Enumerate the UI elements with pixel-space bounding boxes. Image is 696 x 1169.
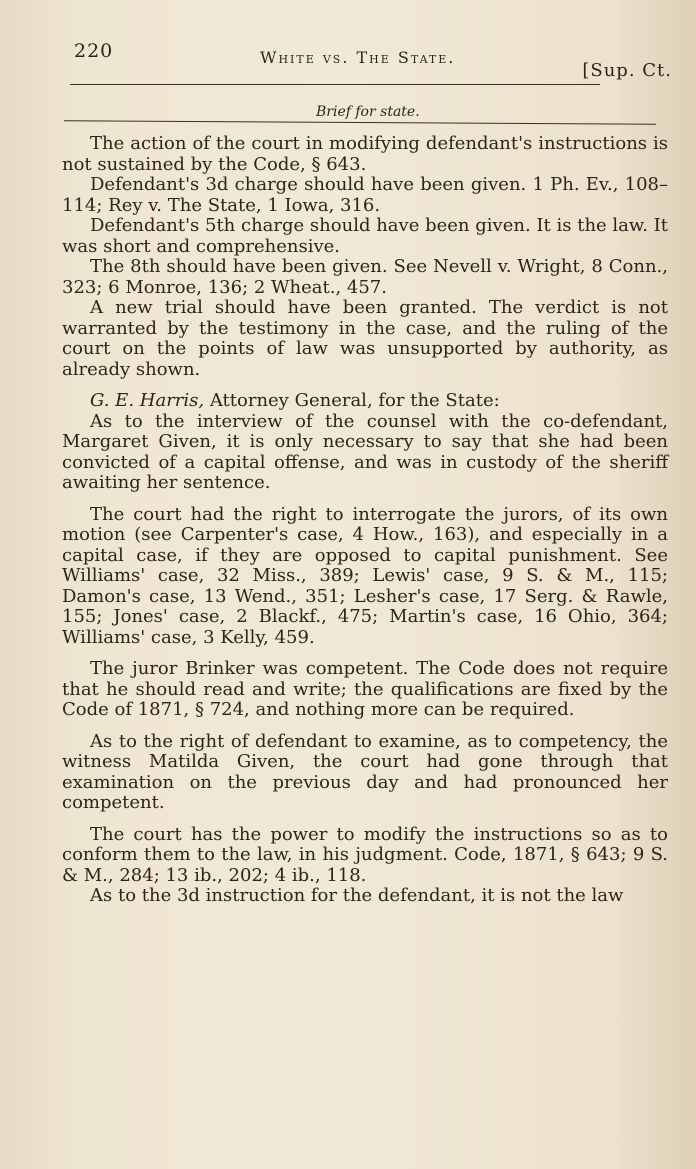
spacer: [62, 814, 668, 825]
attorney-signature-line: [62, 391, 668, 412]
paragraph: As to the 3d instruction for the defendant, it is not the law: [90, 885, 624, 906]
paragraph: The court has the power to modify the instructions so as to conform them to the law, in his judgment. Code, 1871, § 643; 9 S. & M., 284; 13 ib., 202; 4 ib., 118.: [62, 823, 668, 886]
paragraph: The juror Brinker was competent. The Code does not require that he should read and write; the qualifications are fixed by the Code of 1871, § 724, and nothing more can be required.: [62, 658, 668, 720]
paragraph: As to the right of defendant to examine, as to competency, the witness Matilda Given, the court had gone through that examination on the previous day and had pronounced her competent.: [62, 730, 668, 813]
paragraph: Defendant's 3d charge should have been given. 1 Ph. Ev., 108–114; Rey v. The State, 1 Iowa, 316.: [62, 174, 668, 216]
paragraph: The 8th should have been given. See Nevell v. Wright, 8 Conn., 323; 6 Monroe, 136; 2 Wheat., 457.: [62, 256, 668, 298]
running-title: White vs. The State.: [260, 48, 456, 67]
paragraph: The court had the right to interrogate the jurors, of its own motion (see Carpenter's case, 4 How., 163), and especially in a capital case, if they are opposed to capital punishment. See Williams' case, 32 Miss., 389; Lewis' case, 9 S. & M., 115; Damon's case, 13 Wend., 351; Lesher's case, 17 Serg. & Rawle, 155; Jones' case, 2 Blackf., 475; Martin's case, 16 Ohio, 364; Williams' case, 3 Kelly, 459.: [62, 503, 668, 648]
paragraph: Defendant's 5th charge should have been given. It is the law. It was short and comprehensive.: [62, 215, 668, 257]
paragraph: As to the interview of the counsel with the co-defendant, Margaret Given, it is only necessary to say that she had been convicted of a capital offense, and was in custody of the sheriff awaiting her sentence.: [62, 410, 668, 493]
paragraph: A new trial should have been granted. The verdict is not warranted by the testimony in the case, and the ruling of the court on the points of law was unsupported by authority, as already shown.: [62, 297, 668, 380]
section-subheading: Brief for state.: [316, 104, 420, 120]
subheading-rule: [64, 120, 656, 125]
court-label: [Sup. Ct.: [582, 60, 672, 81]
page-number: 220: [74, 40, 114, 62]
brief-body: [62, 134, 668, 907]
attorney-name: G. E. Harris,: [90, 390, 205, 411]
paragraph: The action of the court in modifying defendant's instructions is not sustained by the Code, § 643.: [62, 133, 668, 175]
header-rule: [70, 84, 600, 85]
running-header: [74, 36, 672, 81]
spacer: [62, 721, 668, 732]
spacer: [62, 494, 668, 505]
attorney-title: Attorney General, for the State:: [204, 390, 500, 411]
